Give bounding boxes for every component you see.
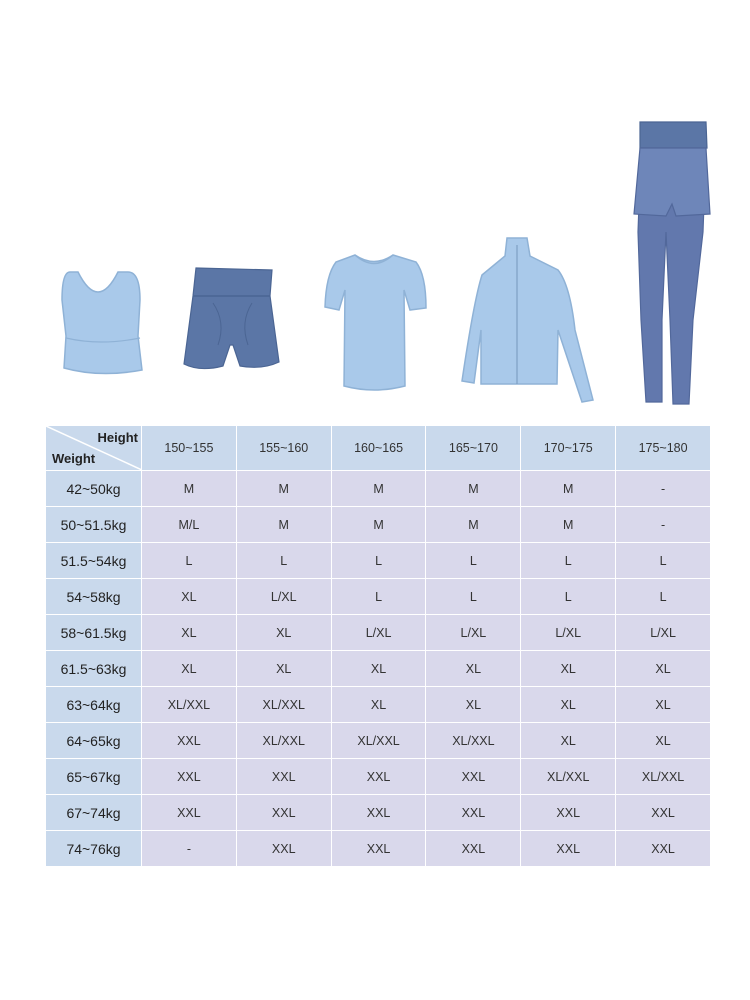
- weight-label: 63~64kg: [46, 687, 142, 723]
- size-cell: XL: [142, 651, 237, 687]
- size-cell: XL: [142, 579, 237, 615]
- size-cell: L/XL: [426, 615, 521, 651]
- size-cell: L: [236, 543, 331, 579]
- size-chart-table: [45, 425, 711, 867]
- size-cell: XL/XXL: [521, 759, 616, 795]
- size-cell: XXL: [236, 759, 331, 795]
- weight-label: 65~67kg: [46, 759, 142, 795]
- size-cell: XL/XXL: [426, 723, 521, 759]
- size-cell: L: [616, 543, 711, 579]
- size-cell: XXL: [426, 831, 521, 867]
- table-row: [46, 543, 711, 579]
- size-cell: XL: [616, 723, 711, 759]
- size-cell: XL/XXL: [236, 723, 331, 759]
- table-row: [46, 507, 711, 543]
- size-cell: XL: [616, 651, 711, 687]
- size-cell: XL: [521, 687, 616, 723]
- size-cell: XL/XXL: [236, 687, 331, 723]
- header-corner-cell: [46, 426, 142, 471]
- size-cell: L: [331, 543, 426, 579]
- size-cell: XXL: [331, 759, 426, 795]
- size-cell: M: [331, 507, 426, 543]
- height-header: 150~155: [142, 426, 237, 471]
- table-row: [46, 687, 711, 723]
- size-cell: L: [142, 543, 237, 579]
- size-cell: M: [521, 471, 616, 507]
- size-cell: XL: [331, 651, 426, 687]
- size-cell: XXL: [426, 759, 521, 795]
- shorts-icon: [184, 268, 279, 369]
- size-cell: L/XL: [521, 615, 616, 651]
- height-axis-label: Height: [97, 430, 138, 445]
- size-cell: XXL: [142, 759, 237, 795]
- size-cell: XL: [426, 687, 521, 723]
- sports-bra-icon: [62, 272, 142, 374]
- size-cell: -: [142, 831, 237, 867]
- height-header: 170~175: [521, 426, 616, 471]
- weight-label: 58~61.5kg: [46, 615, 142, 651]
- size-cell: L/XL: [616, 615, 711, 651]
- size-cell: XXL: [142, 723, 237, 759]
- size-cell: L: [426, 579, 521, 615]
- size-cell: L: [521, 543, 616, 579]
- size-cell: XL: [236, 651, 331, 687]
- size-cell: M: [521, 507, 616, 543]
- size-cell: XL: [331, 687, 426, 723]
- size-cell: XL: [236, 615, 331, 651]
- size-cell: XXL: [236, 795, 331, 831]
- size-cell: -: [616, 507, 711, 543]
- tshirt-icon: [325, 255, 426, 390]
- size-cell: XXL: [616, 831, 711, 867]
- size-cell: M: [236, 471, 331, 507]
- size-cell: XL: [521, 723, 616, 759]
- weight-label: 50~51.5kg: [46, 507, 142, 543]
- product-images: [0, 0, 750, 420]
- header-row: [46, 426, 711, 471]
- size-cell: XXL: [521, 795, 616, 831]
- size-cell: L/XL: [236, 579, 331, 615]
- size-cell: XL: [616, 687, 711, 723]
- table-row: [46, 759, 711, 795]
- size-cell: XL: [521, 651, 616, 687]
- size-cell: M: [426, 471, 521, 507]
- weight-label: 67~74kg: [46, 795, 142, 831]
- weight-axis-label: Weight: [52, 451, 96, 466]
- weight-label: 54~58kg: [46, 579, 142, 615]
- size-cell: XXL: [331, 831, 426, 867]
- size-cell: M: [331, 471, 426, 507]
- height-header: 160~165: [331, 426, 426, 471]
- table-row: [46, 795, 711, 831]
- size-cell: XL/XXL: [616, 759, 711, 795]
- size-cell: L: [426, 543, 521, 579]
- size-cell: XL: [142, 615, 237, 651]
- size-cell: M: [426, 507, 521, 543]
- weight-label: 42~50kg: [46, 471, 142, 507]
- table-row: [46, 831, 711, 867]
- size-cell: L: [616, 579, 711, 615]
- table-row: [46, 651, 711, 687]
- leggings-icon: [634, 122, 710, 404]
- size-cell: XXL: [616, 795, 711, 831]
- size-cell: M: [142, 471, 237, 507]
- table-row: [46, 471, 711, 507]
- weight-label: 51.5~54kg: [46, 543, 142, 579]
- size-cell: XXL: [331, 795, 426, 831]
- size-cell: XXL: [236, 831, 331, 867]
- table-row: [46, 723, 711, 759]
- size-cell: L: [521, 579, 616, 615]
- size-cell: L/XL: [331, 615, 426, 651]
- size-cell: XXL: [426, 795, 521, 831]
- weight-label: 74~76kg: [46, 831, 142, 867]
- height-header: 155~160: [236, 426, 331, 471]
- jacket-icon: [462, 238, 593, 402]
- table-row: [46, 615, 711, 651]
- size-cell: XL/XXL: [142, 687, 237, 723]
- size-cell: XL/XXL: [331, 723, 426, 759]
- height-header: 175~180: [616, 426, 711, 471]
- size-chart-body: [46, 471, 711, 867]
- size-cell: XXL: [142, 795, 237, 831]
- size-cell: -: [616, 471, 711, 507]
- size-cell: XXL: [521, 831, 616, 867]
- size-cell: M: [236, 507, 331, 543]
- weight-label: 61.5~63kg: [46, 651, 142, 687]
- weight-label: 64~65kg: [46, 723, 142, 759]
- size-cell: XL: [426, 651, 521, 687]
- size-cell: L: [331, 579, 426, 615]
- size-cell: M/L: [142, 507, 237, 543]
- table-row: [46, 579, 711, 615]
- height-header: 165~170: [426, 426, 521, 471]
